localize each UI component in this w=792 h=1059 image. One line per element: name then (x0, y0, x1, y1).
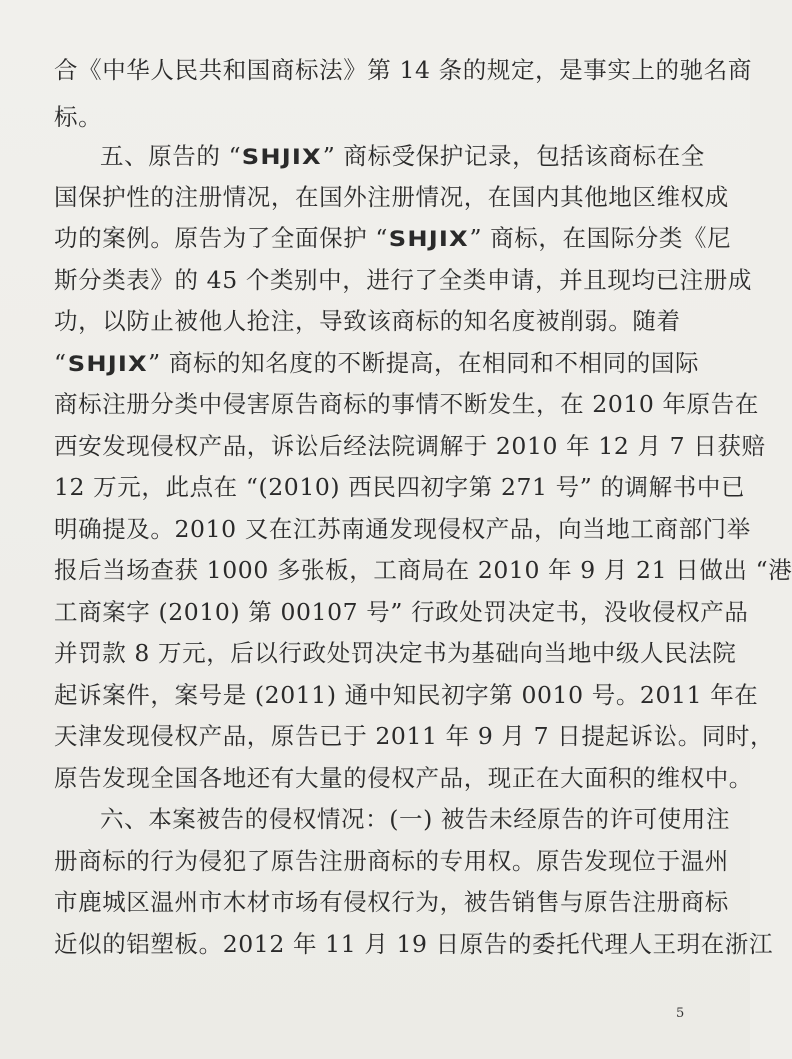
text-line-7: 功，以防止被他人抢注，导致该商标的知名度被削弱。随着 (54, 307, 681, 335)
text-line-20: 册商标的行为侵犯了原告注册商标的专用权。原告发现位于温州 (54, 847, 729, 875)
text-line-18: 原告发现全国各地还有大量的侵权产品，现正在大面积的维权中。 (54, 764, 753, 792)
text-line-16: 起诉案件，案号是 (2011) 通中知民初字第 0010 号。2011 年在 (54, 681, 759, 709)
text-line-21: 市鹿城区温州市木材市场有侵权行为，被告销售与原告注册商标 (54, 888, 729, 916)
line3-before: 五、原告的 “ (100, 142, 242, 170)
text-line-10: 西安发现侵权产品，诉讼后经法院调解于 2010 年 12 月 7 日获赔 (54, 432, 766, 460)
text-line-17: 天津发现侵权产品，原告已于 2011 年 9 月 7 日提起诉讼。同时， (54, 722, 775, 750)
text-line-11: 12 万元，此点在 “(2010) 西民四初字第 271 号” 的调解书中已 (54, 473, 746, 501)
text-line-8 (54, 346, 700, 380)
shjix-logo: SHJIX (241, 145, 322, 169)
text-line-1: 合《中华人民共和国商标法》第 14 条的规定，是事实上的驰名商 (54, 56, 752, 84)
text-line-14: 工商案字 (2010) 第 00107 号” 行政处罚决定书，没收侵权产品 (54, 598, 749, 626)
page-number: 5 (676, 1006, 685, 1021)
text-line-3 (100, 139, 705, 173)
text-line-12: 明确提及。2010 又在江苏南通发现侵权产品，向当地工商部门举 (54, 515, 751, 543)
shjix-logo: SHJIX (67, 352, 148, 376)
text-line-13: 报后当场查获 1000 多张板，工商局在 2010 年 9 月 21 日做出 “港 (54, 556, 792, 584)
text-line-6: 斯分类表》的 45 个类别中，进行了全类申请，并且现均已注册成 (54, 266, 752, 294)
text-line-2: 标。 (54, 103, 103, 131)
line8-before: “ (54, 349, 67, 377)
text-line-15: 并罚款 8 万元，后以行政处罚决定书为基础向当地中级人民法院 (54, 639, 737, 667)
line8-after: ” 商标的知名度的不断提高，在相同和不相同的国际 (148, 349, 700, 377)
line5-before: 功的案例。原告为了全面保护 “ (54, 224, 388, 252)
text-line-19: 六、本案被告的侵权情况：(一) 被告未经原告的许可使用注 (100, 805, 731, 833)
text-line-9: 商标注册分类中侵害原告商标的事情不断发生，在 2010 年原告在 (54, 390, 759, 418)
text-line-4: 国保护性的注册情况，在国外注册情况，在国内其他地区维权成 (54, 183, 729, 211)
text-line-5 (54, 221, 732, 255)
line5-after: ” 商标，在国际分类《尼 (469, 224, 732, 252)
text-line-22: 近似的铝塑板。2012 年 11 月 19 日原告的委托代理人王玥在浙江 (54, 930, 774, 958)
shjix-logo: SHJIX (388, 227, 469, 251)
line3-after: ” 商标受保护记录，包括该商标在全 (322, 142, 705, 170)
